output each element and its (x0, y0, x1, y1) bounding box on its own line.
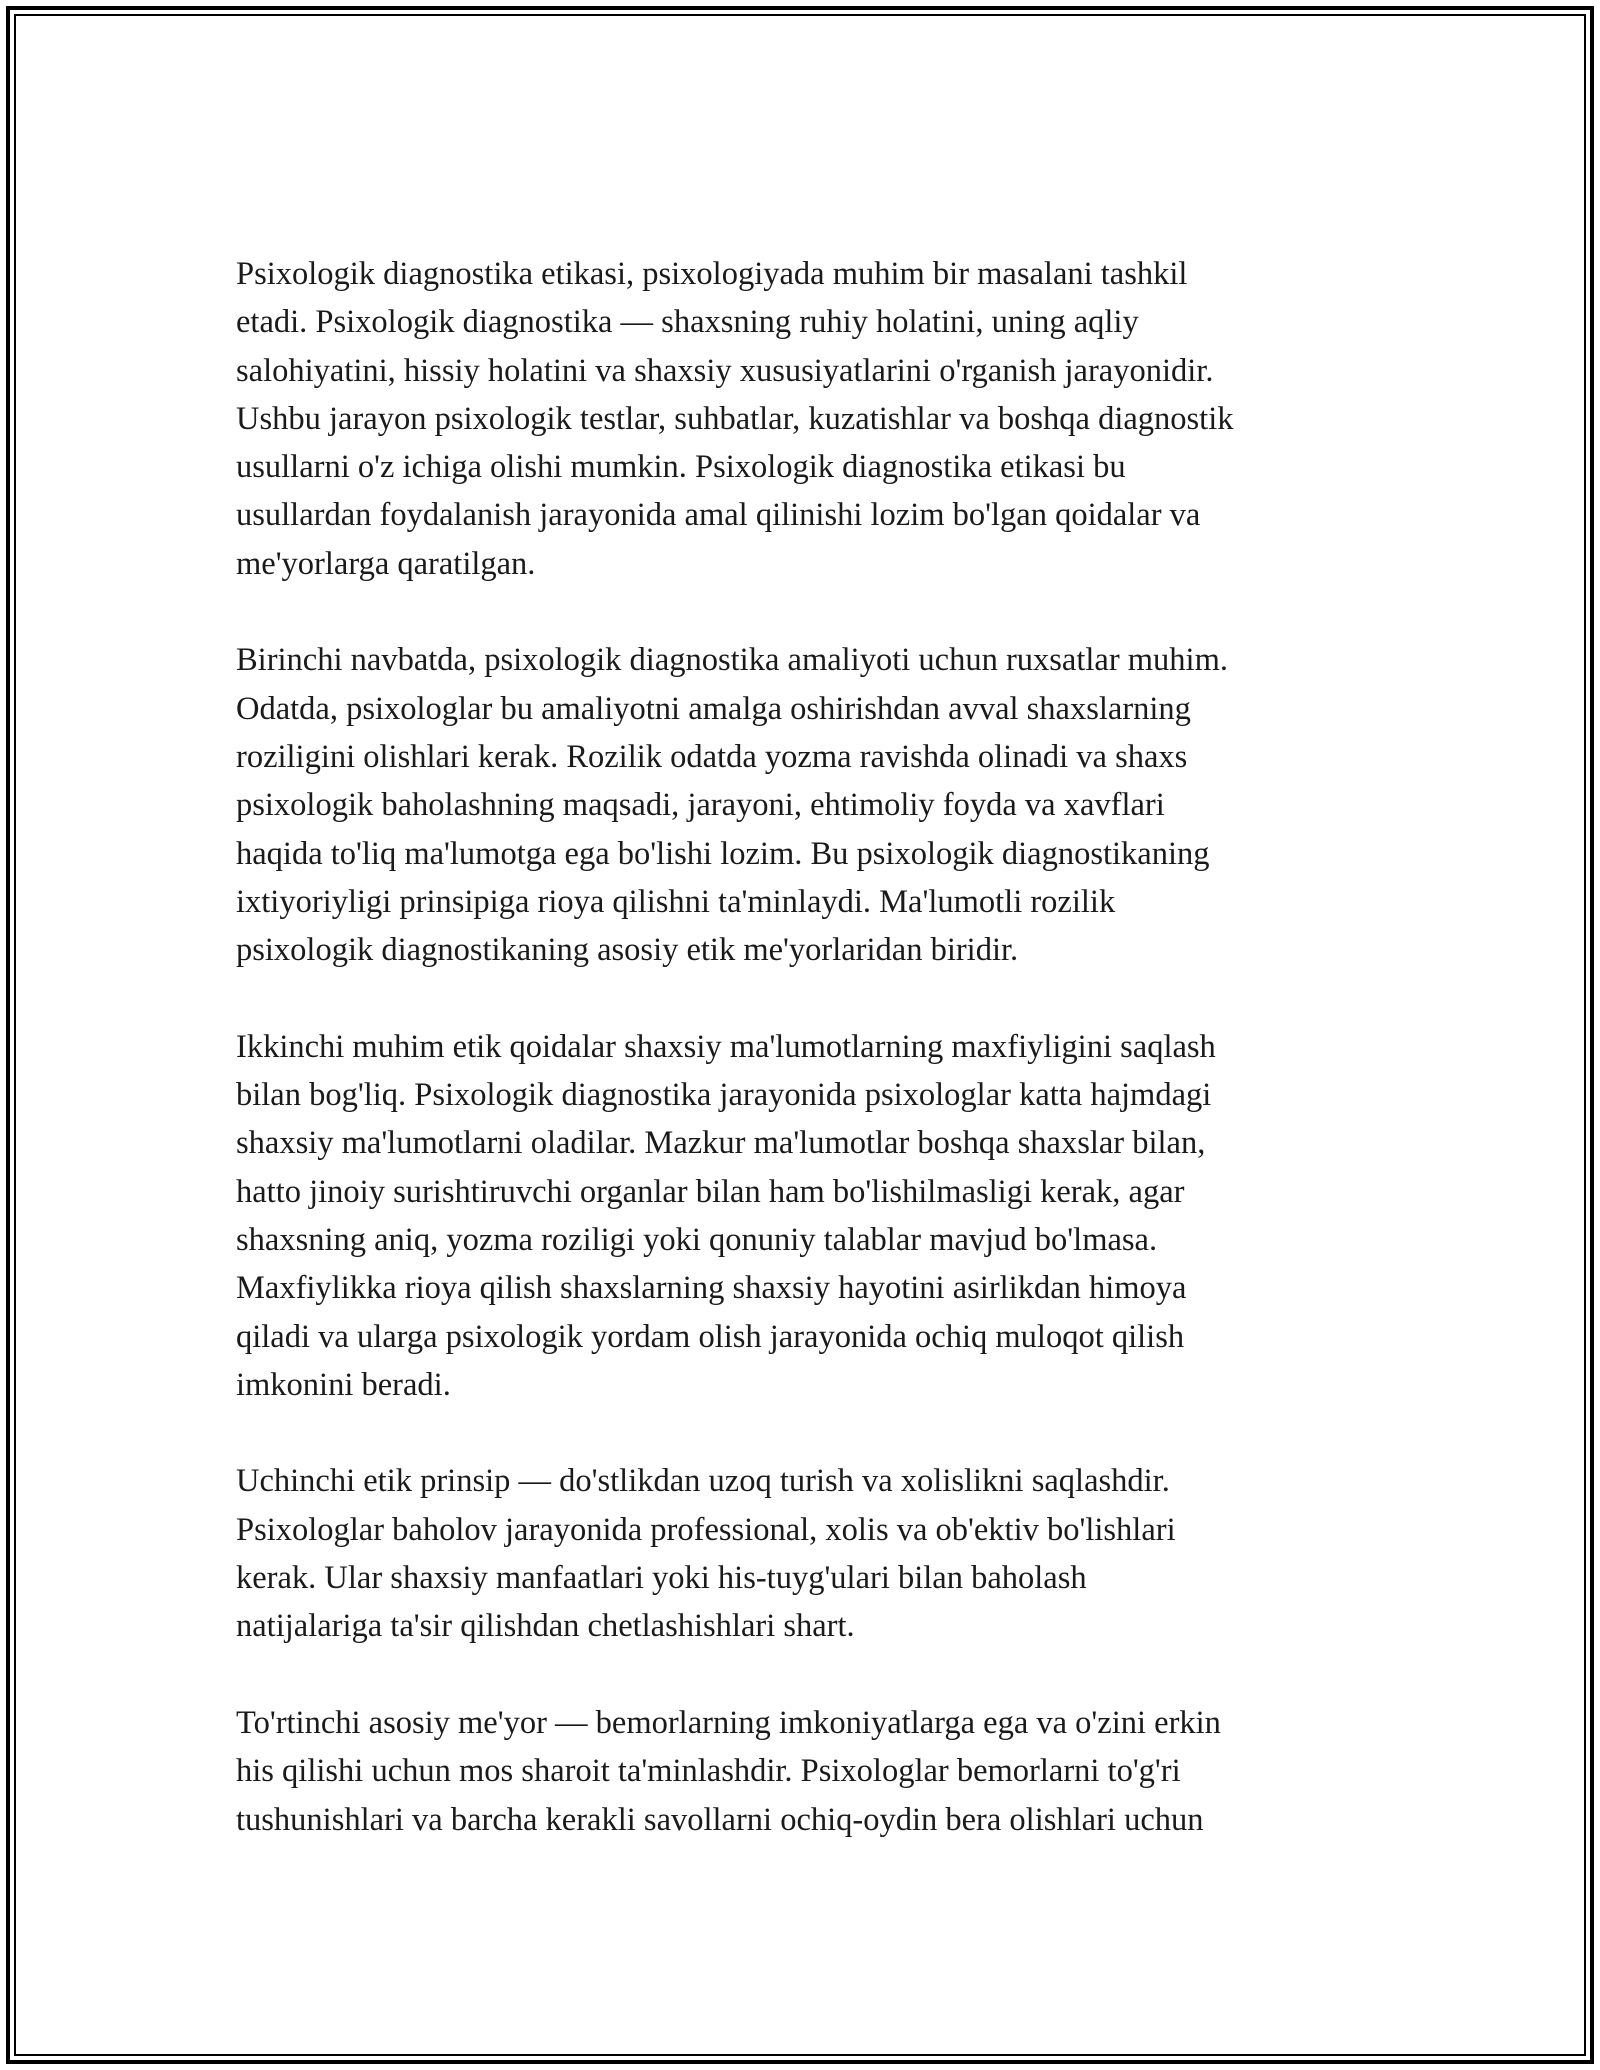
text-line: ixtiyoriyligi prinsipiga rioya qilishni ta'minlaydi. Ma'lumotli rozilik (236, 883, 1116, 920)
text-line: psixologik diagnostikaning asosiy etik me'yorlaridan biridir. (236, 932, 1019, 969)
text-line: etadi. Psixologik diagnostika — shaxsning ruhiy holatini, uning aqliy (236, 304, 1139, 341)
text-line: Psixologlar baholov jarayonida professional, xolis va ob'ektiv bo'lishlari (236, 1511, 1176, 1548)
paragraph-3 (236, 1023, 1386, 1409)
text-line: psixologik baholashning maqsadi, jarayoni, ehtimoliy foyda va xavflari (236, 787, 1165, 824)
text-line: To'rtinchi asosiy me'yor — bemorlarning imkoniyatlarga ega va o'zini erkin (236, 1704, 1221, 1741)
text-line: Uchinchi etik prinsip — do'stlikdan uzoq turish va xolislikni saqlashdir. (236, 1463, 1170, 1500)
text-line: kerak. Ular shaxsiy manfaatlari yoki his-tuyg'ulari bilan baholash (236, 1560, 1087, 1597)
text-line: natijalariga ta'sir qilishdan chetlashishlari shart. (236, 1608, 855, 1645)
text-line: me'yorlarga qaratilgan. (236, 545, 536, 582)
text-line: shaxsiy ma'lumotlarni oladilar. Mazkur ma'lumotlar boshqa shaxslar bilan, (236, 1125, 1206, 1162)
text-line: Psixologik diagnostika etikasi, psixologiyada muhim bir masalani tashkil (236, 256, 1188, 292)
text-line: Maxfiylikka rioya qilish shaxslarning shaxsiy hayotini asirlikdan himoya (236, 1270, 1187, 1307)
text-line: hatto jinoiy surishtiruvchi organlar bilan ham bo'lishilmasligi kerak, agar (236, 1173, 1185, 1210)
text-line: his qilishi uchun mos sharoit ta'minlashdir. Psixologlar bemorlarni to'g'ri (236, 1753, 1181, 1790)
document-body (236, 250, 1386, 1892)
text-line: Ikkinchi muhim etik qoidalar shaxsiy ma'lumotlarning maxfiyligini saqlash (236, 1028, 1216, 1065)
text-line: usullardan foydalanish jarayonida amal qilinishi lozim bo'lgan qoidalar va (236, 497, 1201, 534)
paragraph-1 (236, 250, 1386, 588)
text-line: roziligini olishlari kerak. Rozilik odatda yozma ravishda olinadi va shaxs (236, 738, 1188, 775)
paragraph-2 (236, 636, 1386, 974)
text-line: qiladi va ularga psixologik yordam olish jarayonida ochiq muloqot qilish (236, 1318, 1185, 1355)
text-line: tushunishlari va barcha kerakli savollarni ochiq-oydin bera olishlari uchun (236, 1801, 1204, 1838)
text-line: Ushbu jarayon psixologik testlar, suhbatlar, kuzatishlar va boshqa diagnostik (236, 400, 1234, 437)
text-line: Odatda, psixologlar bu amaliyotni amalga oshirishdan avval shaxslarning (236, 690, 1191, 727)
paragraph-4 (236, 1457, 1386, 1650)
text-line: imkonini beradi. (236, 1366, 451, 1403)
text-line: salohiyatini, hissiy holatini va shaxsiy xususiyatlarini o'rganish jarayonidir. (236, 352, 1214, 389)
paragraph-5 (236, 1699, 1386, 1844)
text-line: haqida to'liq ma'lumotga ega bo'lishi lozim. Bu psixologik diagnostikaning (236, 835, 1210, 872)
text-line: bilan bog'liq. Psixologik diagnostika jarayonida psixologlar katta hajmdagi (236, 1077, 1212, 1114)
text-line: usullarni o'z ichiga olishi mumkin. Psixologik diagnostika etikasi bu (236, 449, 1126, 486)
text-line: shaxsning aniq, yozma roziligi yoki qonuniy talablar mavjud bo'lmasa. (236, 1221, 1158, 1258)
text-line: Birinchi navbatda, psixologik diagnostika amaliyoti uchun ruxsatlar muhim. (236, 642, 1228, 679)
